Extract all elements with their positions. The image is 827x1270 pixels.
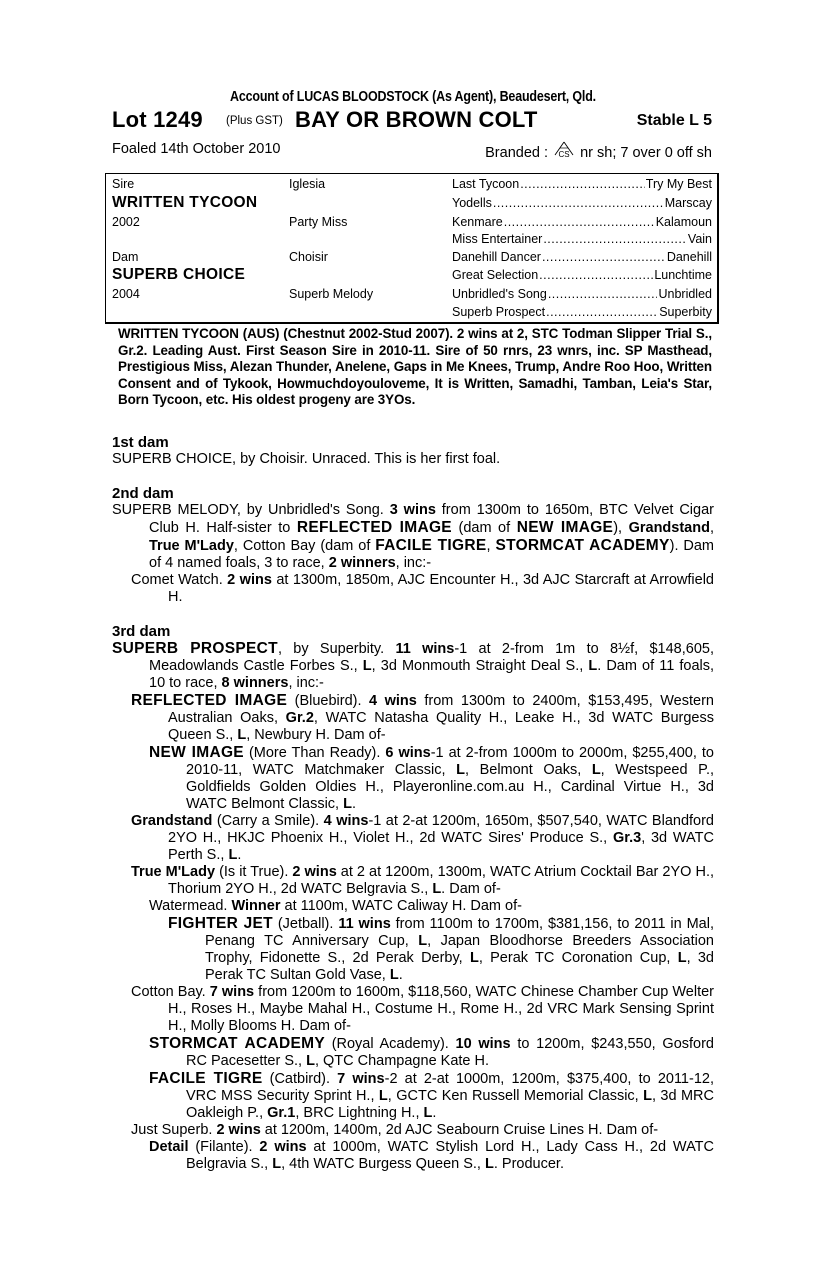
ancestor-right: Danehill — [666, 250, 712, 264]
ancestor-row — [452, 214, 712, 230]
leader-dots — [493, 195, 664, 211]
dam-year: 2004 — [112, 287, 140, 301]
ancestor-right: Try My Best — [645, 177, 712, 191]
ancestor-left: Kenmare — [452, 215, 503, 229]
third-dam-entries — [112, 640, 714, 1173]
leader-dots — [539, 267, 653, 283]
branded-label: Branded : — [485, 145, 549, 161]
stable-location: Stable L 5 — [636, 112, 712, 129]
dam-dam: Superb Melody — [289, 287, 374, 301]
dam-sire: Choisir — [289, 250, 328, 264]
leader-dots — [542, 249, 666, 265]
cs-triangle-brand-icon — [552, 141, 576, 159]
sire-label: Sire — [112, 177, 135, 191]
spacer — [112, 468, 714, 485]
vendor-account: Account of LUCAS BLOODSTOCK (As Agent), Beaudesert, Qld. — [230, 89, 596, 105]
plus-gst-note: (Plus GST) — [226, 115, 283, 127]
ancestor-right: Unbridled — [658, 287, 712, 301]
ancestor-right: Lunchtime — [654, 268, 712, 282]
dam-line-entry: FACILE TIGRE (Catbird). 7 wins-2 at 2-at 1000m, 1200m, $375,400, to 2011-12, VRC MSS Security Sprint H., L, GCTC Ken Russell Memorial Classic, L, 3d MRC Oakleigh P., Gr.1, BRC Lightning H., L. — [149, 1070, 714, 1121]
leader-dots — [546, 304, 658, 320]
branded-detail: nr sh; 7 over 0 off sh — [580, 145, 712, 161]
ancestor-left: Superb Prospect — [452, 305, 546, 319]
leader-dots — [504, 214, 655, 230]
ancestor-row — [452, 231, 712, 247]
dam-lines — [112, 434, 714, 1173]
foaled-brand-line — [112, 141, 714, 163]
second-dam-heading: 2nd dam — [112, 485, 174, 502]
sire-dam: Party Miss — [289, 215, 348, 229]
leader-dots — [520, 176, 645, 192]
dam-line-entry: Comet Watch. 2 wins at 1300m, 1850m, AJC Encounter H., 3d AJC Starcraft at Arrowfield H. — [131, 572, 714, 605]
dam-line-entry: Detail (Filante). 2 wins at 1000m, WATC Stylish Lord H., Lady Cass H., 2d WATC Belgravia S., L, 4th WATC Burgess Queen S., L. Producer. — [149, 1139, 714, 1172]
dam-name: SUPERB CHOICE — [112, 266, 246, 283]
dam-label: Dam — [112, 250, 139, 264]
dam-line-entry: STORMCAT ACADEMY (Royal Academy). 10 wins to 1200m, $243,550, Gosford RC Pacesetter S., L, QTC Champagne Kate H. — [149, 1035, 715, 1069]
sire-sire: Iglesia — [289, 177, 326, 191]
dam-line-entry: Grandstand (Carry a Smile). 4 wins-1 at 2-at 1200m, 1650m, $507,540, WATC Blandford 2YO H., HKJC Phoenix H., Violet H., 2d WATC Sires' Produce S., Gr.3, 3d WATC Perth S., L. — [131, 813, 714, 863]
ancestor-row — [452, 249, 712, 265]
leader-dots — [548, 286, 658, 302]
dam-line-entry: SUPERB PROSPECT, by Superbity. 11 wins-1 at 2-from 1m to 8½f, $148,605, Meadowlands Castle Forbes S., L, 3d Monmouth Straight Deal S., L. Dam of 11 foals, 10 to race, 8 winners, inc:- — [112, 640, 715, 691]
ancestor-row — [452, 267, 712, 283]
ancestor-right: Marscay — [664, 196, 712, 210]
lot-description: BAY OR BROWN COLT — [295, 107, 538, 132]
dam-line-entry: REFLECTED IMAGE (Bluebird). 4 wins from 1300m to 2400m, $153,495, Western Australian Oaks, Gr.2, WATC Natasha Quality H., Leake H., 3d WATC Burgess Queen S., L, Newbury H. Dam of- — [131, 692, 714, 743]
ancestor-left: Yodells — [452, 196, 492, 210]
ancestor-left: Unbridled's Song — [452, 287, 547, 301]
ancestor-right: Superbity — [659, 305, 712, 319]
first-dam-heading: 1st dam — [112, 434, 169, 451]
leader-dots — [543, 231, 687, 247]
svg-text:CS: CS — [558, 150, 570, 159]
branded-info — [485, 141, 712, 161]
sire-name: WRITTEN TYCOON — [112, 194, 258, 211]
ancestor-left: Great Selection — [452, 268, 539, 282]
ancestor-row — [452, 176, 712, 192]
dam-line-entry: Just Superb. 2 wins at 1200m, 1400m, 2d AJC Seabourn Cruise Lines H. Dam of- — [131, 1122, 659, 1138]
catalogue-header — [112, 88, 714, 163]
lot-number: Lot 1249 — [112, 107, 203, 132]
ancestor-left: Miss Entertainer — [452, 232, 543, 246]
first-dam-text: SUPERB CHOICE, by Choisir. Unraced. This is her first foal. — [112, 451, 501, 467]
dam-line-entry: True M'Lady (Is it True). 2 wins at 2 at 1200m, 1300m, WATC Atrium Cocktail Bar 2YO H., Thorium 2YO H., 2d WATC Belgravia S., L. Dam of- — [131, 864, 715, 897]
dam-line-entry: NEW IMAGE (More Than Ready). 6 wins-1 at 2-from 1000m to 2000m, $255,400, to 2010-11, WATC Matchmaker Classic, L, Belmont Oaks, L, Westspeed P., Goldfields Golden Oldies H., Playeronline.com.au H., Cardinal Virtue H., 3d WATC Belmont Classic, L. — [149, 744, 714, 812]
spacer — [112, 606, 714, 623]
dam-line-entry: Cotton Bay. 7 wins from 1200m to 1600m, $118,560, WATC Chinese Chamber Cup Welter H., Roses H., Maybe Mahal H., Costume H., Rome H., 2d VRC Mark Sensing Sprint H., Molly Blooms H. Dam of- — [131, 984, 714, 1034]
foaled-date: Foaled 14th October 2010 — [112, 141, 281, 157]
ancestor-left: Danehill Dancer — [452, 250, 541, 264]
ancestor-right: Vain — [687, 232, 712, 246]
dam-line-entry: Watermead. Winner at 1100m, WATC Caliway H. Dam of- — [149, 898, 522, 914]
second-dam-entries — [112, 502, 714, 606]
third-dam-heading: 3rd dam — [112, 623, 171, 640]
dam-line-entry: FIGHTER JET (Jetball). 11 wins from 1100m to 1700m, $381,156, to 2011 in Mal, Penang TC Anniversary Cup, L, Japan Bloodhorse Breeders Association Trophy, Fidonette S., 2d Perak Derby, L, Perak TC Coronation Cup, L, 3d Perak TC Sultan Gold Vase, L. — [168, 915, 714, 983]
ancestor-row — [452, 286, 712, 302]
ancestor-right: Kalamoun — [655, 215, 712, 229]
ancestor-row — [452, 195, 712, 211]
lot-line — [112, 107, 714, 133]
ancestor-left: Last Tycoon — [452, 177, 520, 191]
pedigree-table — [105, 173, 719, 324]
sire-year: 2002 — [112, 215, 140, 229]
dam-line-entry: SUPERB MELODY, by Unbridled's Song. 3 wins from 1300m to 1650m, BTC Velvet Cigar Club H. Half-sister to REFLECTED IMAGE (dam of NEW IMAGE), Grandstand, True M'Lady, Cotton Bay (dam of FACILE TIGRE, STORMCAT ACADEMY). Dam of 4 named foals, 3 to race, 2 winners, inc:- — [112, 502, 714, 571]
ancestor-row — [452, 304, 712, 320]
sire-summary: WRITTEN TYCOON (AUS) (Chestnut 2002-Stud 2007). 2 wins at 2, STC Todman Slipper Trial S., Gr.2. Leading Aust. First Season Sire in 2010-11. Sire of 50 rnrs, 23 wnrs, inc. SP Masthead, Prestigious Miss, Alezan Thunder, Anelene, Gaps in Me Knees, Trump, Andre Roo Hoo, Written Consent and of Tykook, Howmuchdoyouloveme, It is Written, Samadhi, Tamban, Leia's Star, Born Tycoon, etc. His oldest progeny are 3YOs. — [118, 326, 712, 407]
